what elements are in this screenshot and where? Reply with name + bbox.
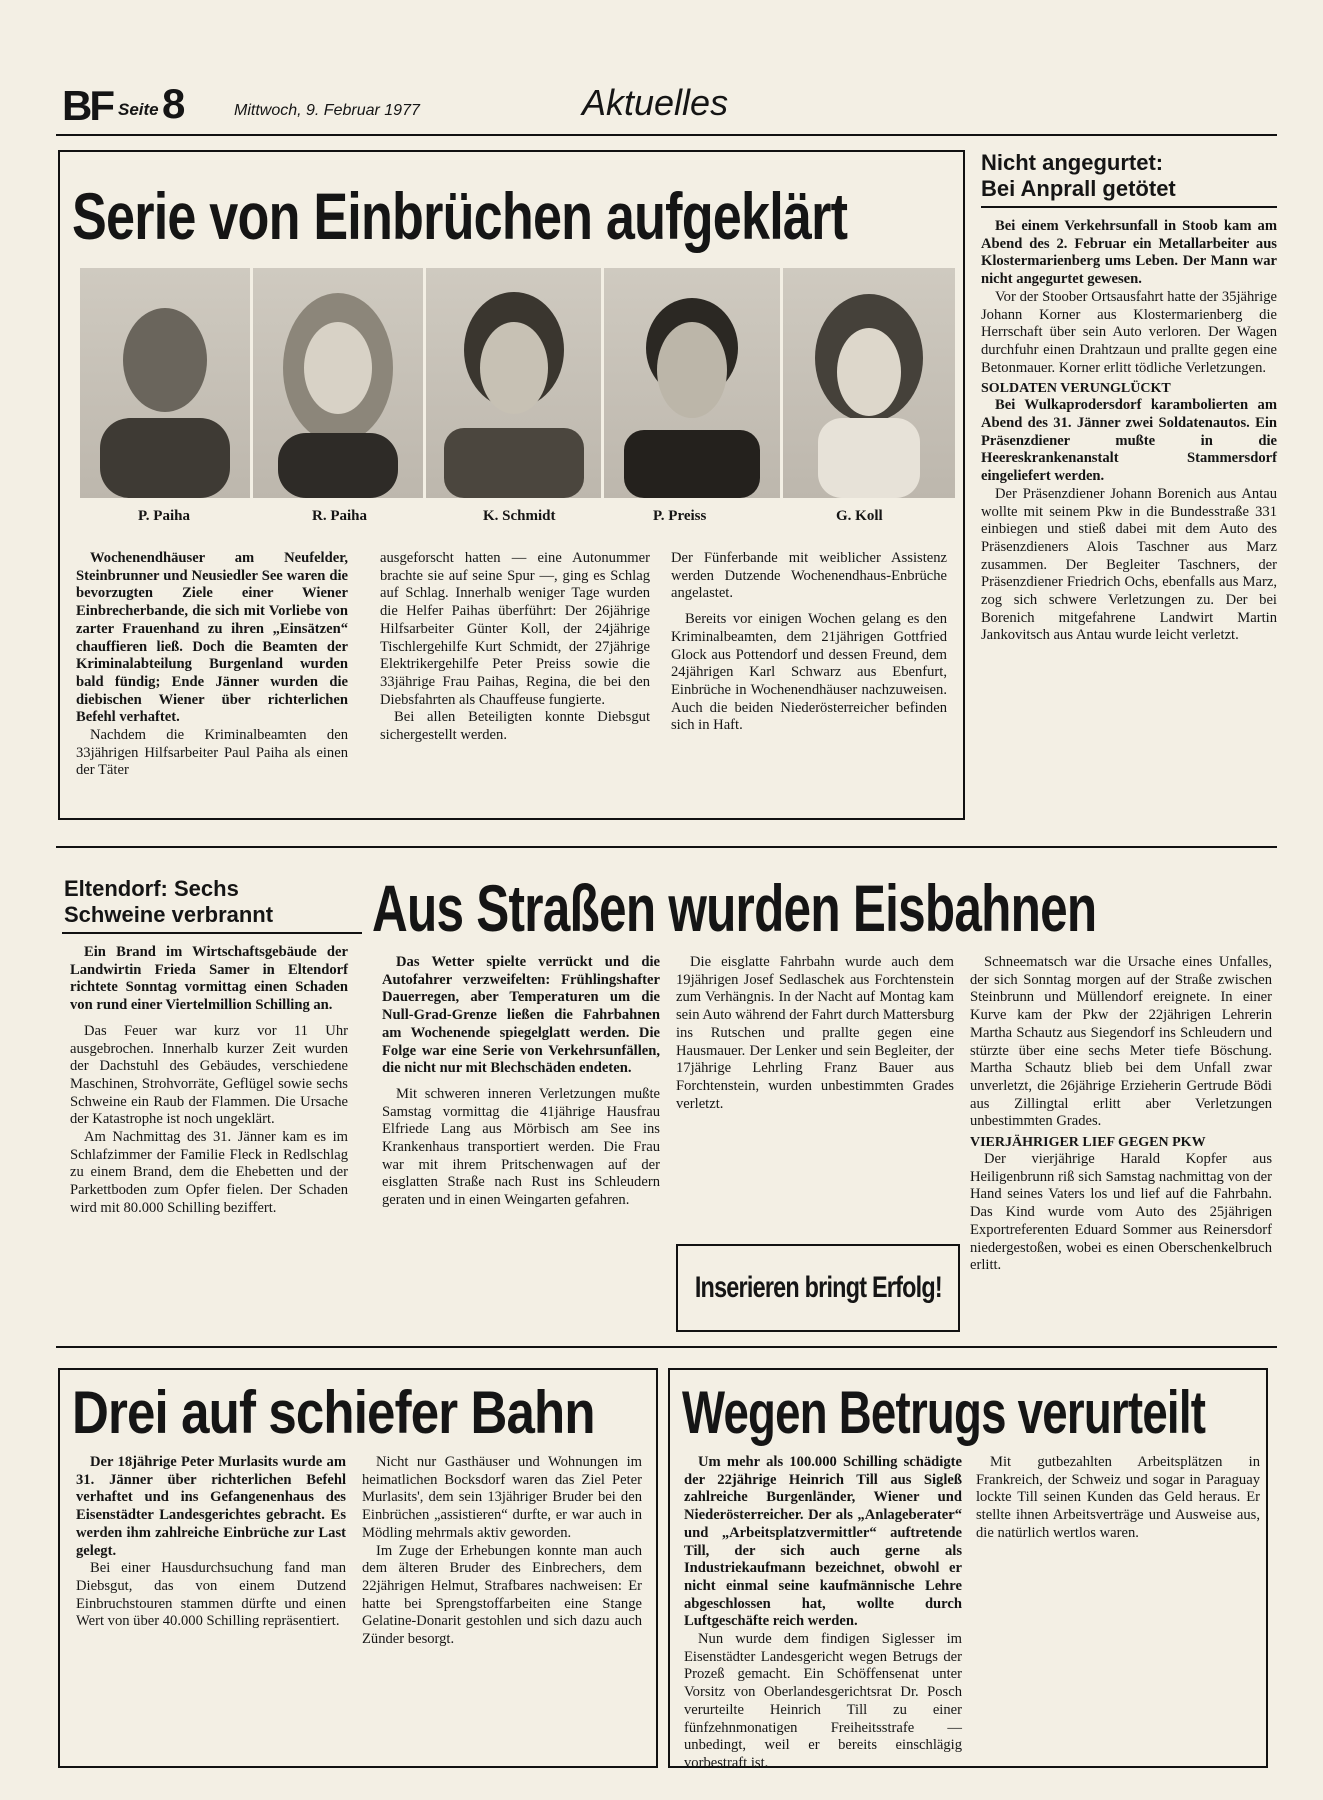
- page-number: 8: [162, 80, 186, 127]
- story3-paragraph: Am Nachmittag des 31. Jänner kam es im Schlafzimmer der Familie Fleck in Redlschlag zu einem Brand, dem die Ehebetten und der Parkettboden zum Opfer fielen. Der Schaden wird mit 80.000 Schilling beziffert.: [70, 1129, 348, 1216]
- story2-lead: Bei einem Verkehrsunfall in Stoob kam am Abend des 2. Februar ein Metallarbeiter aus Klostermarienberg ums Leben. Der Mann war nicht angegurtet gewesen.: [981, 218, 1277, 288]
- story1-paragraph: Nachdem die Kriminalbeamten den 33jährigen Hilfsarbeiter Paul Paiha als einen der Täter: [76, 727, 348, 779]
- story2-paragraph: Vor der Stoober Ortsausfahrt hatte der 35jährige Johann Korner aus Klostermarienberg die Herrschaft über sein Auto verloren. Der Wagen durchfuhr einen Drahtzaun und prallte gegen eine Betonmauer. Korner erlitt tödliche Verletzungen.: [981, 288, 1277, 376]
- story5-lead: Der 18jährige Peter Murlasits wurde am 31. Jänner über richterlichen Befehl verhaftet und ins Gefangenenhaus des Eisenstädter Landesgerichtes gebracht. Es werden ihm zahlreiche Einbrüche zur Last gelegt.: [76, 1454, 346, 1559]
- headline-rule: [62, 932, 362, 934]
- story2-paragraph: Der Präsenzdiener Johann Borenich aus Antau wollte mit seinem Pkw in die Bundesstraße 331 einbiegen und stieß dabei mit dem Auto des Präsenzdieners Alois Taschner aus Marz zusammen. Der Begleiter Taschners, der Präsenzdiener Friedrich Ochs, ebenfalls aus Marz, zog sich schwere Verletzungen zu. Der bei Borenich mitgefahrene Landwirt Martin Jankovitsch aus Antau wurde leicht verletzt.: [981, 485, 1277, 644]
- story5-column-2: [362, 1454, 642, 1649]
- section-divider: [56, 1346, 1277, 1348]
- story4-column-1: [382, 954, 660, 1210]
- story1-paragraph: Bei allen Beteiligten konnte Diebsgut sichergestellt werden.: [380, 709, 650, 744]
- story3-lead: Ein Brand im Wirtschaftsgebäude der Landwirtin Frieda Samer in Eltendorf richtete Sonntag vormittag einen Schaden von rund einer Viertelmillion Schilling an.: [70, 944, 348, 1014]
- story4-subhead: VIERJÄHRIGER LIEF GEGEN PKW: [970, 1135, 1206, 1151]
- photo-g-koll: [783, 268, 955, 498]
- photo-p-preiss: [604, 268, 780, 498]
- story4-paragraph: Schneematsch war die Ursache eines Unfalles, der sich Sonntag morgen auf der Straße zwischen Steinbrunn und Müllendorf ereignete. In einer Kurve kam der Pkw der 22jährigen Lehrerin Martha Schautz aus Siegendorf ins Schleudern und stürzte über eine sechs Meter tiefe Böschung. Martha Schautz blieb bei dem Unfall zwar unverletzt, die 26jährige Erzieherin Gertrude Bödi aus Zillingtal erlitt aber Verletzungen unbestimmten Grades.: [970, 954, 1272, 1130]
- headline-line-1: Nicht angegurtet:: [981, 150, 1164, 175]
- issue-date: Mittwoch, 9. Februar 1977: [234, 102, 420, 119]
- masthead-logo: BF: [62, 82, 112, 129]
- masthead-rule: [56, 134, 1277, 136]
- story4-column-2: [676, 954, 954, 1113]
- story6-lead: Um mehr als 100.000 Schilling schädigte der 22jährige Heinrich Till aus Sigleß zahlreiche Burgenländer, Wiener und Niederösterreicher. Der als „Anlageberater“ und „Arbeitsplatzvermittler“ auftretende Till, der sich auch gerne als Industriekaufmann bezeichnet, obwohl er nicht einmal seine kaufmännische Lehre abgeschlossen hat, wollte durch Luftgeschäfte reich werden.: [684, 1454, 962, 1630]
- headline-wegen-betrugs-verurteilt: Wegen Betrugs verurteilt: [682, 1379, 1206, 1446]
- photo-k-schmidt: [426, 268, 601, 498]
- ad-text: Inserieren bringt Erfolg!: [694, 1271, 942, 1304]
- story2-lead-2: Bei Wulkaprodersdorf karambolierten am Abend des 31. Jänner zwei Soldatenautos. Ein Präsenzdiener mußte in die Heereskrankenanstalt Stammersdorf eingeliefert werden.: [981, 397, 1277, 485]
- story1-paragraph: ausgeforscht hatten — eine Autonummer brachte sie auf seine Spur —, ging es Schlag auf Schlag. Innerhalb weniger Tage wurden die Helfer Paihas überführt: Der 26jährige Hilfsarbeiter Günter Koll, der 24jährige Tischlergehilfe Kurt Schmidt, der 27jährige Elektrikergehilfe Peter Preiss sowie die 33jährige Frau Paihas, Regina, die bei den Diebsfahrten als Chauffeuse fungierte.: [380, 550, 650, 708]
- story4-column-3: [970, 954, 1272, 1275]
- story4-paragraph: Der vierjährige Harald Kopfer aus Heiligenbrunn riß sich Samstag nachmittag von der Hand seines Vaters los und lief auf die Fahrbahn. Das Kind wurde vom Auto des 25jährigen Exportreferenten Eduard Sommer aus Reinersdorf niedergestoßen, wobei es einen Oberschenkelbruch erlitt.: [970, 1151, 1272, 1274]
- caption-p-paiha: P. Paiha: [138, 508, 190, 524]
- headline-nicht-angegurtet: [981, 150, 1277, 202]
- story6-paragraph: Mit gutbezahlten Arbeitsplätzen in Frankreich, der Schweiz und sogar in Paraguay lockte Till seinen Kunden das Geld heraus. Er stellte ihnen Arbeitsverträge und Ausweise aus, die natürlich wertlos waren.: [976, 1454, 1260, 1541]
- caption-k-schmidt: K. Schmidt: [483, 508, 556, 524]
- headline-eltendorf: [64, 876, 364, 928]
- story4-paragraph: Mit schweren inneren Verletzungen mußte Samstag vormittag die 41jährige Hausfrau Elfriede Lang aus Mörbisch am See ins Krankenhaus transportiert werden. Die Frau war mit ihrem Pritschenwagen auf der eisglatten Straße nach Rust ins Schleudern geraten und in einen Weingarten gefahren.: [382, 1085, 660, 1209]
- caption-g-koll: G. Koll: [836, 508, 883, 524]
- story1-column-1: [76, 550, 348, 780]
- photo-r-paiha: [253, 268, 423, 498]
- story6-paragraph: Nun wurde dem findigen Siglesser im Eisenstädter Landesgericht wegen Betrugs der Prozeß gemacht. Ein Schöffensenat unter Vorsitz von Oberlandesgerichtsrat Dr. Posch verurteilte Heinrich Till zu einer fünfzehnmonatigen Freiheitsstrafe — unbedingt, weil er bereits einschlägig vorbestraft ist.: [684, 1631, 962, 1771]
- caption-p-preiss: P. Preiss: [653, 508, 707, 524]
- story4-lead: Das Wetter spielte verrückt und die Autofahrer verzweifelten: Frühlingshafter Dauerregen, aber Temperaturen um die Null-Grad-Grenze ließen die Fahrbahnen am Wochenende spiegelglatt werden. Die Folge war eine Serie von Verkehrsunfällen, die nicht nur mit Blechschäden endeten.: [382, 954, 660, 1077]
- story4-paragraph: Die eisglatte Fahrbahn wurde auch dem 19jährigen Josef Sedlaschek aus Forchtenstein zum Verhängnis. In der Nacht auf Montag kam sein Auto während der Fahrt durch Mattersburg ins Rutschen und prallte gegen eine Hausmauer. Der Lenker und sein Begleiter, der 17jährige Lehrling Franz Bauer aus Forchtenstein, wurden unbestimmten Grades verletzt.: [676, 954, 954, 1112]
- headline-einbrueche: Serie von Einbrüchen aufgeklärt: [72, 179, 848, 253]
- story6-column-2: [976, 1454, 1260, 1543]
- story1-paragraph: Der Fünferbande mit weiblicher Assistenz werden Dutzende Wochenendhaus-Enbrüche angelastet.: [671, 550, 947, 602]
- masthead: [62, 78, 1277, 134]
- headline-line-1: Eltendorf: Sechs: [64, 876, 239, 901]
- story1-column-2: [380, 550, 650, 745]
- story1-column-3: [671, 550, 947, 735]
- story1-lead: Wochenendhäuser am Neufelder, Steinbrunner und Neusiedler See waren die bevorzugten Ziele einer Wiener Einbrecherbande, die sich mit Vorliebe von zarter Frauenhand zu ihren „Einsätzen“ chauffieren ließ. Doch die Beamten der Kriminalabteilung Burgenland wurden bald fündig; Ende Jänner wurden die diebischen Wiener über richterlichen Befehl verhaftet.: [76, 550, 348, 726]
- headline-eisbahnen: Aus Straßen wurden Eisbahnen: [372, 871, 1097, 945]
- story3-paragraph: Das Feuer war kurz vor 11 Uhr ausgebrochen. Innerhalb kurzer Zeit wurden der Dachstuhl des Gebäudes, verschiedene Maschinen, Strohvorräte, Geflügel sowie sechs Schweine ein Raub der Flammen. Die Ursache der Katastrophe ist noch ungeklärt.: [70, 1022, 348, 1128]
- story1-paragraph: Bereits vor einigen Wochen gelang es den Kriminalbeamten, dem 21jährigen Gottfried Glock aus Pottendorf und dessen Freund, dem 24jährigen Karl Schwarz aus Ebenfurt, Einbrüche in Wochenendhäuser nachzuweisen. Auch die beiden Niederösterreicher befinden sich in Haft.: [671, 611, 947, 734]
- section-title: Aktuelles: [582, 82, 729, 123]
- story3-column: [70, 944, 348, 1218]
- headline-drei-auf-schiefer-bahn: Drei auf schiefer Bahn: [72, 1379, 595, 1446]
- story5-paragraph: Nicht nur Gasthäuser und Wohnungen im heimatlichen Bocksdorf waren das Ziel Peter Murlasits', dem sein 13jähriger Bruder bei den Einbrüchen „assistieren“ durfte, er war auch in Mödling mehrmals aktiv geworden.: [362, 1454, 642, 1541]
- story6-column-1: [684, 1454, 962, 1773]
- caption-r-paiha: R. Paiha: [312, 508, 368, 524]
- headline-rule: [981, 206, 1277, 208]
- page-label: Seite: [118, 100, 159, 119]
- photo-p-paiha: [80, 268, 250, 498]
- headline-line-2: Bei Anprall getötet: [981, 176, 1176, 201]
- ad-box: [676, 1244, 960, 1332]
- section-divider: [56, 846, 1277, 848]
- story2-subhead: SOLDATEN VERUNGLÜCKT: [981, 381, 1171, 397]
- story5-paragraph: Bei einer Hausdurchsuchung fand man Diebsgut, das von einem Dutzend Einbruchstouren stammen dürfte und einen Wert von über 40.000 Schilling repräsentiert.: [76, 1560, 346, 1630]
- headline-line-2: Schweine verbrannt: [64, 902, 274, 927]
- story5-column-1: [76, 1454, 346, 1631]
- story2-column: [981, 218, 1277, 645]
- story5-paragraph: Im Zuge der Erhebungen konnte man auch dem älteren Bruder des Einbrechers, dem 22jährigen Helmut, Strafbares nachweisen: Er hatte bei Sprengstoffarbeiten eine Stange Gelatine-Donarit gestohlen und sich dazu auch Zünder besorgt.: [362, 1542, 642, 1648]
